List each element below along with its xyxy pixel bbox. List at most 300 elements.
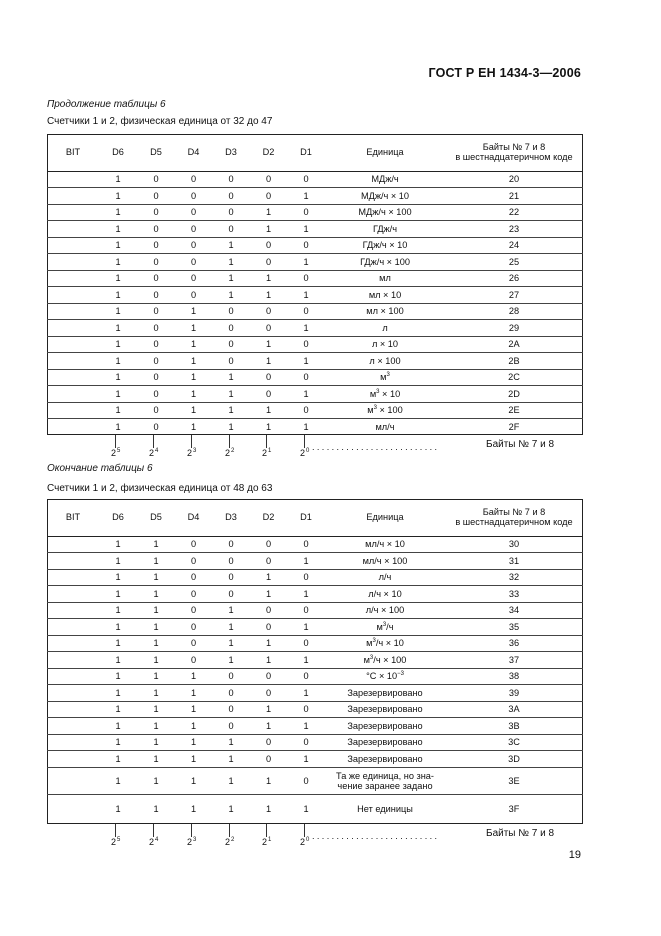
- bit-d1: 1: [287, 685, 325, 702]
- table-row: [47, 303, 583, 320]
- unit-cell: мл/ч × 100: [325, 553, 445, 570]
- bit-cell: [47, 204, 99, 221]
- table-row: [47, 419, 583, 435]
- hex-cell: 29: [445, 320, 583, 337]
- unit-cell: л/ч × 10: [325, 586, 445, 603]
- column-header-7: Единица: [325, 134, 445, 171]
- bit-d1: 1: [287, 652, 325, 669]
- bit-d4: 1: [175, 320, 212, 337]
- bit-d5: 1: [153, 804, 159, 814]
- hex-cell: 38: [445, 668, 583, 685]
- bit-d6: 1: [99, 303, 137, 320]
- bit-d1: 1: [287, 221, 325, 238]
- power-exponent: 0: [306, 837, 310, 843]
- bit-d3: 1: [212, 635, 250, 652]
- table-row: [47, 767, 583, 794]
- bit-d6: 1: [115, 804, 121, 814]
- table2: [47, 499, 583, 824]
- table-row: [47, 369, 583, 386]
- column-header-8: Байты № 7 и 8 в шестнадцатеричном коде: [445, 134, 583, 171]
- bit-d6: 1: [99, 553, 137, 570]
- power-exponent: 0: [306, 448, 310, 454]
- bit-d3: 1: [212, 369, 250, 386]
- table-row: [47, 336, 583, 353]
- unit-cell: $м^3 \times 100$: [325, 402, 445, 419]
- bit-d1: 1: [287, 751, 325, 768]
- unit-exponent: −3: [397, 671, 404, 678]
- unit-cell: Зарезервировано: [325, 701, 445, 718]
- bit-d2: 0: [250, 734, 287, 751]
- bit-d4: 1: [175, 386, 212, 403]
- bit-d2: 0: [250, 320, 287, 337]
- bit-d4: 1: [175, 336, 212, 353]
- hex-cell: 26: [445, 270, 583, 287]
- table-row: [47, 188, 583, 205]
- bit-d6: 1: [99, 221, 137, 238]
- bit-d6: 1: [99, 652, 137, 669]
- table-row: [47, 569, 583, 586]
- bit-cell: [47, 652, 99, 669]
- bit-d1: 1: [303, 421, 309, 432]
- bit-d2: 0: [250, 602, 287, 619]
- bit-d4: 0: [175, 635, 212, 652]
- bit-d6: 1: [99, 635, 137, 652]
- bit-d5: 0: [137, 270, 175, 287]
- unit-exponent: 3: [369, 654, 374, 661]
- bit-cell: [47, 635, 99, 652]
- bit-d4: 1: [175, 718, 212, 735]
- table-row: [47, 221, 583, 238]
- hex-cell: 33: [445, 586, 583, 603]
- bit-d5: 0: [137, 320, 175, 337]
- bit-d3: 1: [212, 386, 250, 403]
- power-tick-line: [266, 824, 267, 837]
- bit-d5: 0: [137, 188, 175, 205]
- hex-cell: 3C: [445, 734, 583, 751]
- bit-d2: 1: [250, 336, 287, 353]
- bit-d5: 0: [137, 336, 175, 353]
- bit-d2: 1: [250, 353, 287, 370]
- power-exponent: 5: [117, 448, 121, 454]
- bit-d3: 0: [212, 701, 250, 718]
- hex-cell: 20: [445, 171, 583, 188]
- bit-cell: [47, 188, 99, 205]
- bit-d2: 0: [250, 619, 287, 636]
- power-exponent: 2: [231, 448, 235, 454]
- column-header-1: D6: [99, 134, 137, 171]
- column-header-5: D2: [250, 499, 287, 536]
- bit-d6: 1: [99, 536, 137, 553]
- bit-d1: 1: [287, 619, 325, 636]
- table-row: [47, 254, 583, 271]
- bit-d6: 1: [99, 336, 137, 353]
- power-tick-line: [191, 435, 192, 448]
- column-header-6: D1: [287, 134, 325, 171]
- bit-d1: 1: [287, 353, 325, 370]
- power-tick-line: [229, 435, 230, 448]
- bit-d6: 1: [99, 569, 137, 586]
- bit-d1: 0: [287, 569, 325, 586]
- bit-d2: 0: [250, 536, 287, 553]
- page-number: 19: [568, 849, 581, 861]
- bit-d2: 0: [250, 386, 287, 403]
- bit-cell: [47, 767, 99, 794]
- bit-d6: 1: [99, 188, 137, 205]
- unit-exponent: 3: [372, 638, 376, 645]
- bit-d2: 0: [250, 254, 287, 271]
- bit-d5: 1: [137, 751, 175, 768]
- bit-cell: [47, 402, 99, 419]
- bit-d6: 1: [99, 171, 137, 188]
- bit-d3: 1: [212, 602, 250, 619]
- table-row: [47, 734, 583, 751]
- bit-cell: [47, 353, 99, 370]
- unit-cell: $м^3/ч \times 100$: [325, 652, 445, 669]
- bit-d5: 1: [137, 602, 175, 619]
- bit-d3: 1: [228, 804, 234, 814]
- table-row: [47, 270, 583, 287]
- bit-d3: 1: [212, 237, 250, 254]
- bit-cell: [47, 237, 99, 254]
- bit-cell: [47, 619, 99, 636]
- table-row: [47, 619, 583, 636]
- table-row: [47, 652, 583, 669]
- hex-cell: 23: [445, 221, 583, 238]
- bit-d2: 1: [250, 586, 287, 603]
- bit-d4: 0: [175, 221, 212, 238]
- bit-d3: 0: [212, 553, 250, 570]
- hex-cell: 24: [445, 237, 583, 254]
- bit-d5: 0: [137, 204, 175, 221]
- unit-cell: $^\circ С \times 10^{-3}$: [325, 668, 445, 685]
- unit-cell: $м^3$: [325, 369, 445, 386]
- bit-cell: [47, 303, 99, 320]
- bit-d5: 0: [137, 237, 175, 254]
- bit-cell: [47, 221, 99, 238]
- hex-cell: 2A: [445, 336, 583, 353]
- power-label: $2^5$: [111, 837, 121, 847]
- bit-d2: 1: [250, 204, 287, 221]
- power-label: $2^1$: [262, 448, 272, 458]
- bit-d3: 0: [212, 586, 250, 603]
- bit-d1: 0: [287, 701, 325, 718]
- table1-caption: Продолжение таблицы 6: [47, 99, 166, 110]
- power-exponent: 1: [268, 448, 272, 454]
- bit-cell: [47, 386, 99, 403]
- table-row: [47, 386, 583, 403]
- bit-d4: 1: [175, 402, 212, 419]
- bit-d5: 1: [137, 619, 175, 636]
- bit-d5: 0: [137, 221, 175, 238]
- bit-cell: [47, 553, 99, 570]
- bit-d3: 0: [212, 569, 250, 586]
- bit-d2: 1: [250, 402, 287, 419]
- bit-d4: 0: [175, 602, 212, 619]
- column-header-2: D5: [137, 134, 175, 171]
- table-row: [47, 204, 583, 221]
- table-row: [47, 536, 583, 553]
- bit-d3: 0: [212, 685, 250, 702]
- bit-d3: 1: [212, 254, 250, 271]
- unit-cell: МДж/ч × 100: [325, 204, 445, 221]
- power-label: $2^2$: [225, 837, 235, 847]
- bit-d6: 1: [99, 402, 137, 419]
- unit-cell: $м^3/ч$: [325, 619, 445, 636]
- column-header-5: D2: [250, 134, 287, 171]
- column-header-3: D4: [175, 499, 212, 536]
- bit-d3: 1: [212, 287, 250, 304]
- unit-cell: Зарезервировано: [325, 751, 445, 768]
- power-tick-line: [304, 824, 305, 837]
- bit-d6: 1: [99, 751, 137, 768]
- bit-d1: 0: [287, 536, 325, 553]
- unit-cell: ГДж/ч × 100: [325, 254, 445, 271]
- bit-d6: 1: [99, 353, 137, 370]
- table-row: [47, 718, 583, 735]
- power-exponent: 4: [155, 448, 159, 454]
- bit-d1: 1: [287, 586, 325, 603]
- bit-d4: 0: [175, 287, 212, 304]
- column-header-3: D4: [175, 134, 212, 171]
- unit-exponent: 3: [373, 405, 377, 412]
- bit-d4: 1: [175, 685, 212, 702]
- hex-cell: 32: [445, 569, 583, 586]
- power-tick-line: [229, 824, 230, 837]
- bit-d1: 1: [287, 320, 325, 337]
- bit-d6: 1: [99, 668, 137, 685]
- hex-cell: 30: [445, 536, 583, 553]
- table2-caption: Окончание таблицы 6: [47, 463, 153, 474]
- column-header-2: D5: [137, 499, 175, 536]
- bit-d5: 1: [137, 767, 175, 794]
- bit-d1: 0: [287, 402, 325, 419]
- bit-d5: 1: [137, 553, 175, 570]
- bit-d4: 0: [175, 188, 212, 205]
- hex-cell: 2E: [445, 402, 583, 419]
- power-exponent: 3: [193, 448, 197, 454]
- power-exponent: 4: [155, 837, 159, 843]
- bit-d4: 0: [175, 553, 212, 570]
- bit-cell: [47, 320, 99, 337]
- unit-cell: л: [325, 320, 445, 337]
- bit-d6: 1: [99, 254, 137, 271]
- hex-cell: 31: [445, 553, 583, 570]
- bit-d4: 0: [175, 171, 212, 188]
- bit-d2: 0: [250, 303, 287, 320]
- bit-d4: 1: [175, 353, 212, 370]
- bit-d3: 0: [212, 188, 250, 205]
- table-row: [47, 685, 583, 702]
- bit-d5: 0: [153, 421, 159, 432]
- bit-d5: 0: [137, 386, 175, 403]
- bit-d4: 0: [175, 536, 212, 553]
- power-tick-line: [304, 435, 305, 448]
- table-row: [47, 668, 583, 685]
- bit-d5: 1: [137, 536, 175, 553]
- table1: [47, 134, 583, 435]
- bit-d5: 0: [137, 353, 175, 370]
- bit-d6: 1: [99, 386, 137, 403]
- bit-d2: 1: [265, 804, 272, 814]
- unit-cell: $м^3/ч \times 10$: [325, 635, 445, 652]
- bit-d6: 1: [99, 287, 137, 304]
- bit-d3: 0: [212, 353, 250, 370]
- bit-d3: 0: [212, 718, 250, 735]
- bit-d5: 0: [137, 369, 175, 386]
- unit-cell: мл/ч × 10: [325, 536, 445, 553]
- bit-d4: 0: [175, 270, 212, 287]
- bit-d3: 0: [212, 171, 250, 188]
- bit-cell: [47, 369, 99, 386]
- bytes-label: Байты № 7 и 8: [486, 828, 555, 839]
- unit-cell: мл × 100: [325, 303, 445, 320]
- table2-subtitle: Счетчики 1 и 2, физическая единица от 48 до 63: [47, 483, 273, 494]
- bit-d3: 1: [212, 734, 250, 751]
- bit-d1: 0: [287, 369, 325, 386]
- bit-d6: 1: [99, 701, 137, 718]
- bit-d2: 0: [250, 237, 287, 254]
- bit-d5: 1: [137, 569, 175, 586]
- bit-d3: 0: [212, 320, 250, 337]
- bit-d6: 1: [99, 619, 137, 636]
- bit-d1: 1: [287, 254, 325, 271]
- bit-d3: 1: [212, 767, 250, 794]
- bit-d5: 1: [137, 685, 175, 702]
- table-row: [47, 701, 583, 718]
- bit-d5: 1: [137, 668, 175, 685]
- bit-d6: 1: [99, 369, 137, 386]
- bit-cell: [47, 586, 99, 603]
- bit-d6: 1: [99, 586, 137, 603]
- bit-d2: 1: [250, 569, 287, 586]
- power-tick-line: [266, 435, 267, 448]
- bit-d4: 1: [175, 734, 212, 751]
- bit-cell: [47, 668, 99, 685]
- unit-cell: мл: [325, 270, 445, 287]
- column-header-4: D3: [212, 499, 250, 536]
- bit-d1: 1: [287, 553, 325, 570]
- hex-cell: 28: [445, 303, 583, 320]
- bit-d5: 0: [137, 254, 175, 271]
- bit-d2: 0: [250, 685, 287, 702]
- hex-cell: 39: [445, 685, 583, 702]
- unit-cell: МДж/ч: [325, 171, 445, 188]
- power-label: $2^0$: [300, 837, 310, 847]
- bit-d2: 1: [250, 652, 287, 669]
- power-tick-line: [115, 824, 116, 837]
- bit-d6: 1: [99, 237, 137, 254]
- power-label: $2^4$: [149, 448, 159, 458]
- hex-cell: 3F: [508, 804, 520, 814]
- bit-d5: 0: [137, 171, 175, 188]
- bit-d2: 0: [250, 369, 287, 386]
- bit-d4: 0: [175, 619, 212, 636]
- hex-cell: 2D: [445, 386, 583, 403]
- bit-d6: 1: [99, 734, 137, 751]
- bit-cell: [47, 254, 99, 271]
- unit-cell: ГДж/ч × 10: [325, 237, 445, 254]
- power-tick-line: [191, 824, 192, 837]
- bit-d2: 1: [265, 421, 272, 432]
- hex-cell: 34: [445, 602, 583, 619]
- bit-d2: 1: [250, 718, 287, 735]
- hex-cell: 3A: [445, 701, 583, 718]
- bit-d4: 1: [190, 421, 197, 432]
- unit-cell: л × 100: [325, 353, 445, 370]
- table-row: [47, 751, 583, 768]
- bit-d1: 0: [287, 303, 325, 320]
- table-row: [47, 237, 583, 254]
- unit-cell: МДж/ч × 10: [325, 188, 445, 205]
- unit-cell: л/ч × 100: [325, 602, 445, 619]
- bit-d6: 1: [115, 421, 121, 432]
- bit-d6: 1: [99, 718, 137, 735]
- bit-d3: 0: [212, 336, 250, 353]
- power-label: $2^3$: [187, 837, 197, 847]
- bit-d4: 1: [175, 303, 212, 320]
- hex-cell: 3D: [445, 751, 583, 768]
- unit-cell: мл × 10: [325, 287, 445, 304]
- power-label: $2^2$: [225, 448, 235, 458]
- bit-d3: 1: [212, 270, 250, 287]
- bit-cell: [47, 287, 99, 304]
- bit-d4: 1: [175, 767, 212, 794]
- bit-d2: 1: [250, 635, 287, 652]
- table-row: [47, 171, 583, 188]
- bit-d6: 1: [99, 685, 137, 702]
- bit-cell: [47, 270, 99, 287]
- power-label: $2^0$: [300, 448, 310, 458]
- bit-d1: 1: [303, 804, 309, 814]
- column-header-1: D6: [99, 499, 137, 536]
- power-exponent: 3: [193, 837, 197, 843]
- bit-d5: 1: [137, 586, 175, 603]
- unit-cell: мл/ч: [375, 421, 395, 432]
- bytes-label: Байты № 7 и 8: [486, 439, 555, 450]
- unit-cell: Зарезервировано: [325, 685, 445, 702]
- power-tick-line: [153, 435, 154, 448]
- unit-cell: Зарезервировано: [325, 734, 445, 751]
- bit-d3: 0: [212, 221, 250, 238]
- bit-d6: 1: [99, 602, 137, 619]
- column-header-8: Байты № 7 и 8 в шестнадцатеричном коде: [445, 499, 583, 536]
- column-header-0: BIT: [47, 134, 99, 171]
- bit-d2: 1: [250, 270, 287, 287]
- table-row: [47, 635, 583, 652]
- bit-d2: 0: [250, 171, 287, 188]
- bit-d2: 0: [250, 668, 287, 685]
- table-row: [47, 402, 583, 419]
- table-row: [47, 353, 583, 370]
- column-header-4: D3: [212, 134, 250, 171]
- hex-cell: 22: [445, 204, 583, 221]
- bit-d1: 1: [287, 386, 325, 403]
- bit-d4: 1: [175, 369, 212, 386]
- unit-cell: л × 10: [325, 336, 445, 353]
- bit-d1: 0: [287, 602, 325, 619]
- bit-d6: 1: [99, 204, 137, 221]
- bit-d3: 0: [212, 536, 250, 553]
- hex-cell: 37: [445, 652, 583, 669]
- unit-cell: ГДж/ч: [325, 221, 445, 238]
- bit-d3: 0: [212, 668, 250, 685]
- table-row: [47, 602, 583, 619]
- power-label: $2^5$: [111, 448, 121, 458]
- dots-leader: ..........................: [312, 831, 440, 841]
- bit-d1: 0: [287, 734, 325, 751]
- unit-exponent: 3: [382, 621, 387, 628]
- bit-d1: 0: [287, 171, 325, 188]
